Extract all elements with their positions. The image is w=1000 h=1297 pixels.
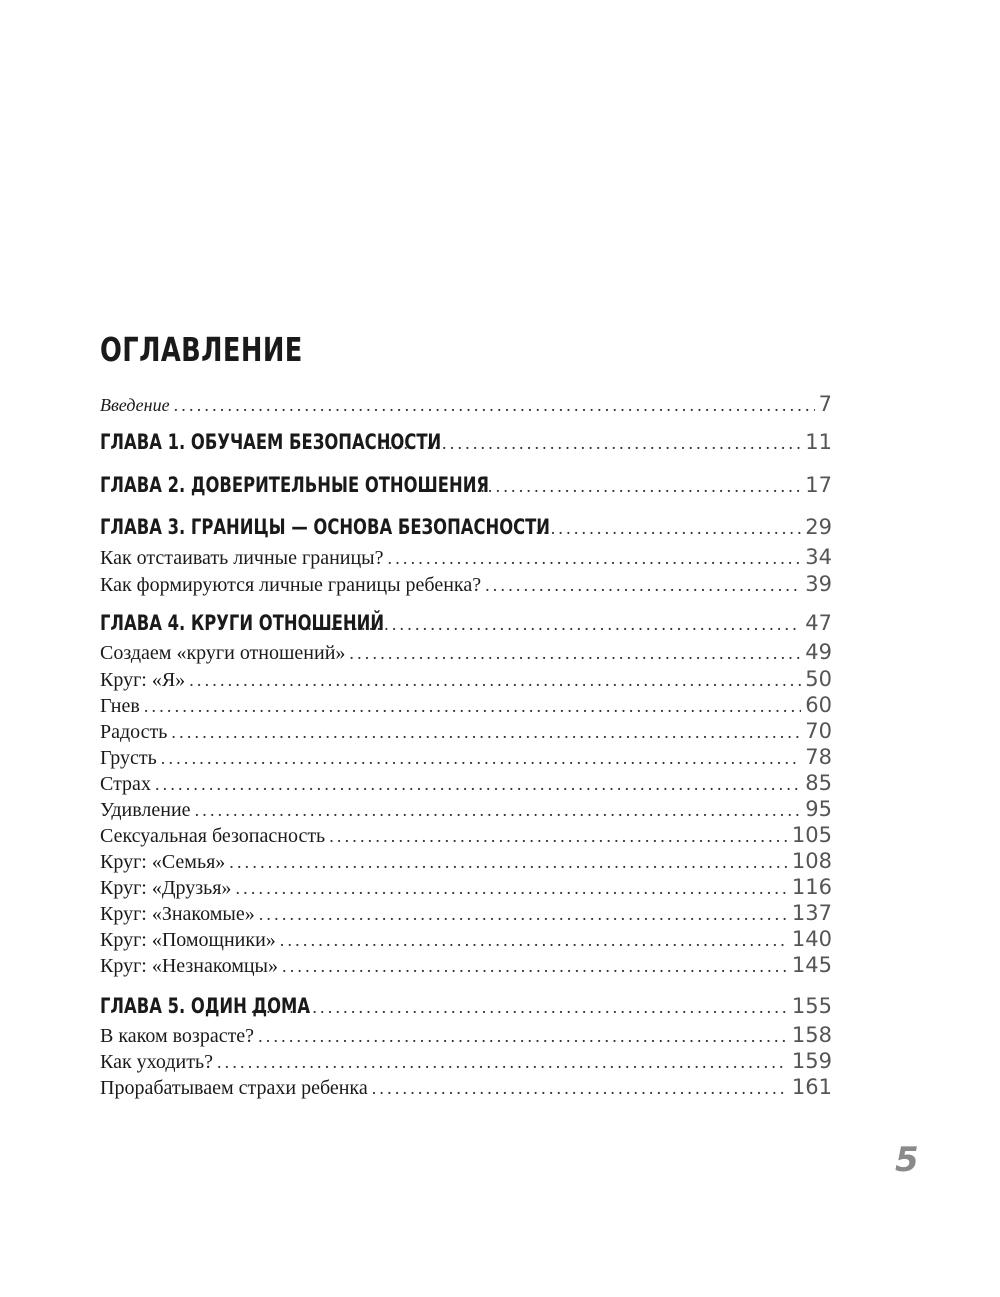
toc-entry-page: 108 (791, 849, 832, 873)
toc-entry-section (100, 693, 832, 718)
toc-entry-chapter-4 (100, 611, 832, 635)
toc-leader-dots (144, 696, 801, 717)
toc-leader-dots (520, 518, 801, 539)
toc-entry-label: Прорабатываем страхи ребенка (100, 1077, 368, 1099)
toc-entry-label: Как формируются личные границы ребенка? (100, 574, 482, 596)
toc-entry-label: Как уходить? (100, 1051, 213, 1073)
toc-entry-label: Радость (100, 721, 168, 743)
toc-entry-label: Круг: «Незнакомцы» (100, 955, 278, 977)
toc-entry-page: 47 (805, 611, 832, 635)
toc-entry-introduction (100, 392, 832, 416)
toc-entry-page: 50 (805, 667, 832, 691)
toc-leader-dots (229, 852, 788, 873)
toc-entry-page: 78 (805, 745, 832, 769)
toc-entry-label: ГЛАВА 5. ОДИН ДОМА (100, 994, 311, 1018)
toc-entry-page: 155 (791, 994, 832, 1018)
toc-leader-dots (388, 548, 802, 569)
toc-leader-dots (155, 774, 801, 795)
toc-entry-chapter-5 (100, 994, 832, 1018)
toc-leader-dots (217, 1052, 788, 1073)
toc-leader-dots (372, 1078, 788, 1099)
toc-entry-label: Создаем «круги отношений» (100, 642, 346, 664)
toc-leader-dots (329, 826, 788, 847)
toc-entry-page: 70 (805, 719, 832, 743)
toc-entry-section (100, 1075, 832, 1100)
toc-entry-section (100, 953, 832, 978)
toc-entry-page: 137 (791, 901, 832, 925)
toc-entry-page: 39 (805, 572, 832, 596)
toc-entry-section (100, 1023, 832, 1048)
toc-entry-label: В каком возрасте? (100, 1025, 255, 1047)
toc-entry-page: 159 (791, 1049, 832, 1073)
toc-leader-dots (280, 930, 788, 951)
toc-title: ОГЛАВЛЕНИЕ (100, 330, 303, 369)
toc-leader-dots (259, 904, 788, 925)
toc-entry-chapter-2 (100, 473, 832, 497)
toc-entry-page: 161 (791, 1075, 832, 1099)
toc-entry-label: ГЛАВА 4. КРУГИ ОТНОШЕНИЙ (100, 611, 385, 635)
toc-entry-label: ГЛАВА 2. ДОВЕРИТЕЛЬНЫЕ ОТНОШЕНИЯ (100, 473, 490, 497)
toc-entry-section (100, 572, 832, 597)
toc-leader-dots (174, 395, 815, 416)
toc-entry-section (100, 901, 832, 926)
toc-entry-page: 11 (805, 430, 832, 454)
toc-entry-chapter-3 (100, 515, 832, 539)
toc-entry-section (100, 927, 832, 952)
toc-entry-label: ГЛАВА 1. ОБУЧАЕМ БЕЗОПАСНОСТИ (100, 430, 442, 454)
toc-entry-section (100, 875, 832, 900)
toc-entry-section (100, 667, 832, 692)
toc-entry-label: Круг: «Семья» (100, 851, 226, 873)
toc-entry-page: 34 (805, 545, 832, 569)
toc-entry-section (100, 719, 832, 744)
toc-entry-label: Сексуальная безопасность (100, 825, 326, 847)
toc-entry-label: Круг: «Друзья» (100, 877, 232, 899)
toc-leader-dots (195, 800, 802, 821)
toc-leader-dots (258, 1026, 788, 1047)
toc-entry-label: Удивление (100, 799, 191, 821)
toc-leader-dots (171, 722, 801, 743)
toc-entry-page: 29 (805, 515, 832, 539)
toc-entry-page: 60 (805, 693, 832, 717)
toc-entry-page: 85 (805, 771, 832, 795)
toc-entry-section (100, 849, 832, 874)
toc-entry-section (100, 771, 832, 796)
toc-entry-label: Как отстаивать личные границы? (100, 547, 384, 569)
toc-entry-label: Введение (100, 395, 170, 415)
toc-leader-dots (282, 956, 788, 977)
toc-leader-dots (349, 643, 801, 664)
toc-entry-label: ГЛАВА 3. ГРАНИЦЫ — ОСНОВА БЕЗОПАСНОСТИ (100, 515, 551, 539)
toc-entry-section (100, 640, 832, 665)
toc-entry-label: Гнев (100, 695, 140, 717)
toc-entry-section (100, 745, 832, 770)
toc-entry-page: 158 (791, 1023, 832, 1047)
toc-entry-page: 7 (818, 392, 832, 416)
toc-entry-page: 105 (791, 823, 832, 847)
toc-entry-label: Круг: «Помощники» (100, 929, 276, 951)
toc-leader-dots (189, 670, 801, 691)
toc-entry-label: Круг: «Я» (100, 669, 186, 691)
toc-entry-page: 140 (791, 927, 832, 951)
toc-entry-section (100, 1049, 832, 1074)
toc-entry-label: Грусть (100, 747, 157, 769)
toc-entry-page: 49 (805, 640, 832, 664)
toc-entry-section (100, 797, 832, 822)
page-number: 5 (895, 1140, 919, 1180)
toc-leader-dots (442, 476, 802, 497)
toc-leader-dots (161, 748, 801, 769)
toc-entry-chapter-1 (100, 430, 832, 454)
toc-leader-dots (380, 433, 801, 454)
toc-entry-page: 17 (805, 473, 832, 497)
toc-entry-section (100, 545, 832, 570)
toc-entry-label: Страх (100, 773, 151, 795)
toc-leader-dots (485, 575, 801, 596)
toc-entry-label: Круг: «Знакомые» (100, 903, 255, 925)
toc-entry-section (100, 823, 832, 848)
toc-entry-page: 145 (791, 953, 832, 977)
toc-entry-page: 95 (805, 797, 832, 821)
toc-leader-dots (235, 878, 787, 899)
toc-entry-page: 116 (791, 875, 832, 899)
